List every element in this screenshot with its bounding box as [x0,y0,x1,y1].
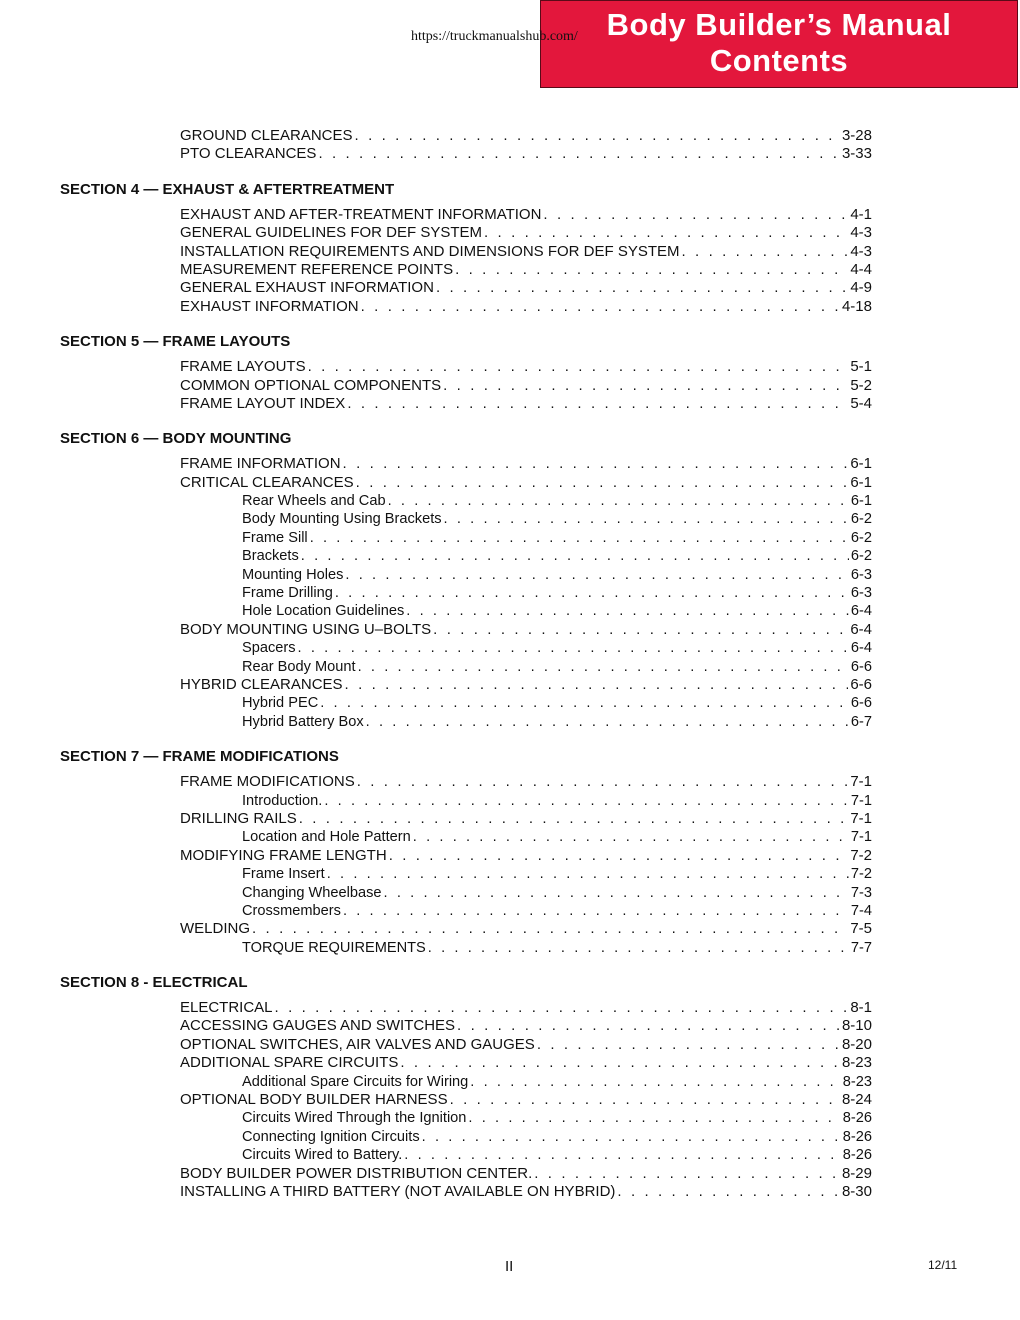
toc-entry-title: OPTIONAL SWITCHES, AIR VALVES AND GAUGES [180,1035,535,1053]
toc-entry-page: 4-18 [841,297,872,315]
dot-leader [450,1091,840,1109]
toc-entry-page: 6-6 [850,675,872,693]
toc-entry-page: 7-1 [850,809,872,827]
toc-entry-page: 8-29 [841,1164,872,1182]
toc-entry-title: INSTALLING A THIRD BATTERY (NOT AVAILABLE ON HYBRID) [180,1182,616,1200]
toc-entry[interactable] [60,999,872,1017]
toc-entry-page: 8-23 [842,1073,872,1090]
toc-entry-page: 6-2 [850,548,872,565]
dot-leader [343,455,849,473]
toc-entry-title: Changing Wheelbase [242,884,382,901]
dot-leader [455,261,848,279]
toc-entry-title: BODY BUILDER POWER DISTRIBUTION CENTER. [180,1164,533,1182]
toc-entry[interactable] [60,566,872,584]
toc-entry[interactable] [60,1128,872,1146]
toc-entry-title: OPTIONAL BODY BUILDER HARNESS [180,1091,448,1109]
dot-leader [404,1146,840,1164]
source-url[interactable]: https://truckmanualshub.com/ [411,29,578,44]
dot-leader [275,999,849,1017]
dot-leader [343,902,849,920]
dot-leader [389,847,849,865]
toc-entry-title: FRAME INFORMATION [180,455,341,473]
toc-entry[interactable] [60,810,872,828]
toc-entry-title: PTO CLEARANCES [180,145,317,163]
toc-entry[interactable] [60,713,872,731]
toc-entry[interactable] [60,828,872,846]
toc-entry-page: 6-1 [850,493,872,510]
toc-entry-title: Frame Insert [242,866,325,883]
title-banner [540,0,1018,88]
toc-entry-title: EXHAUST INFORMATION [180,297,359,315]
toc-entry-page: 5-4 [850,394,872,412]
toc-entry-title: Hybrid PEC [242,695,319,712]
dot-leader [682,243,849,261]
dot-leader [484,224,848,242]
toc-entry-title: MODIFYING FRAME LENGTH [180,846,387,864]
section-heading: SECTION 7 — FRAME MODIFICATIONS [60,748,339,766]
toc-entry-title: Brackets [242,548,299,565]
toc-entry-page: 4-3 [850,242,872,260]
toc-entry[interactable] [60,658,872,676]
toc-entry[interactable] [60,584,872,602]
toc-entry-page: 8-26 [842,1128,872,1145]
toc-entry-title: GENERAL GUIDELINES FOR DEF SYSTEM [180,224,482,242]
dot-leader [444,510,849,528]
dot-leader [537,1036,840,1054]
toc-entry-title: Hole Location Guidelines [242,603,405,620]
dot-leader [388,492,849,510]
toc-entry-title: HYBRID CLEARANCES [180,675,343,693]
dot-leader [443,377,848,395]
toc-entry-title: Additional Spare Circuits for Wiring [242,1073,469,1090]
toc-entry[interactable] [60,206,872,224]
dot-leader [406,602,849,620]
toc-entry-page: 5-2 [850,376,872,394]
toc-entry[interactable] [60,492,872,510]
toc-entry-page: 6-3 [850,585,872,602]
dot-leader [327,865,849,883]
toc-entry-title: Location and Hole Pattern [242,829,411,846]
toc-entry-page: 5-1 [850,358,872,376]
dot-leader [433,621,848,639]
toc-entry-page: 6-3 [850,566,872,583]
section-heading: SECTION 4 — EXHAUST & AFTERTREATMENT [60,180,395,198]
toc-entry-title: Frame Drilling [242,585,333,602]
dot-leader [357,773,849,791]
toc-entry[interactable] [60,939,872,957]
toc-entry-page: 6-4 [850,620,872,638]
dot-leader [355,127,840,145]
toc-entry-page: 8-10 [841,1017,872,1035]
toc-entry[interactable] [60,279,872,297]
toc-entry-page: 7-1 [850,792,872,809]
toc-entry-page: 7-1 [850,829,872,846]
toc-entry[interactable] [60,865,872,883]
toc-entry-title: Body Mounting Using Brackets [242,511,442,528]
revision-date: 12/11 [928,1258,958,1272]
toc-entry-title: EXHAUST AND AFTER-TREATMENT INFORMATION [180,205,542,223]
toc-entry-page: 6-1 [850,455,872,473]
toc-entry-title: GROUND CLEARANCES [180,127,353,144]
toc-entry-title: Introduction. [242,792,323,809]
dot-leader [436,279,848,297]
toc-entry-page: 4-4 [850,260,872,278]
toc-entry-page: 7-5 [850,920,872,938]
section-heading: SECTION 6 — BODY MOUNTING [60,430,292,448]
toc-entry[interactable] [60,1017,872,1035]
toc-entry-title: ACCESSING GAUGES AND SWITCHES [180,1017,456,1035]
dot-leader [358,658,849,676]
dot-leader [366,713,849,731]
toc-entry-page: 8-24 [841,1091,872,1109]
section-heading: SECTION 8 - ELECTRICAL [60,974,248,992]
toc-entry[interactable] [60,395,872,413]
dot-leader [384,884,849,902]
toc-entry-page: 7-3 [850,884,872,901]
dot-leader [356,474,849,492]
toc-entry-page: 6-4 [850,603,872,620]
toc-entry[interactable] [60,224,872,242]
toc-entry-page: 3-28 [841,127,872,144]
dot-leader [320,694,849,712]
toc-entry-page: 6-6 [850,695,872,712]
toc-entry-title: COMMON OPTIONAL COMPONENTS [180,376,442,394]
toc-entry-page: 8-30 [841,1182,872,1200]
toc-entry-title: GENERAL EXHAUST INFORMATION [180,279,434,297]
toc-entry[interactable] [60,847,872,865]
banner-subtitle: Contents [709,43,849,78]
toc-entry-page: 4-1 [850,205,872,223]
dot-leader [468,1109,840,1127]
toc-entry[interactable] [60,243,872,261]
toc-entry[interactable] [60,1165,872,1183]
toc-entry-page: 6-4 [850,640,872,657]
page-number: II [505,1258,514,1275]
toc-entry[interactable] [60,773,872,791]
toc-entry[interactable] [60,902,872,920]
dot-leader [301,547,849,565]
dot-leader [347,395,848,413]
dot-leader [345,566,849,584]
toc-entry-title: Hybrid Battery Box [242,713,364,730]
toc-entry-page: 6-6 [850,658,872,675]
toc-entry[interactable] [60,1054,872,1072]
dot-leader [470,1073,840,1091]
toc-entry[interactable] [60,529,872,547]
toc-entry-title: Frame Sill [242,529,308,546]
toc-entry-title: BODY MOUNTING USING U–BOLTS [180,620,432,638]
toc-entry[interactable] [60,377,872,395]
toc-entry-title: DRILLING RAILS [180,809,297,827]
toc-entry[interactable] [60,298,872,316]
dot-leader [534,1165,840,1183]
toc-entry[interactable] [60,358,872,376]
toc-entry-page: 6-2 [850,529,872,546]
dot-leader [428,939,849,957]
toc-entry-title: ELECTRICAL [180,999,273,1017]
dot-leader [400,1054,840,1072]
dot-leader [457,1017,840,1035]
toc-entry[interactable] [60,145,872,163]
dot-leader [345,676,849,694]
dot-leader [324,792,849,810]
toc-entry[interactable] [60,694,872,712]
toc-entry-page: 6-7 [850,713,872,730]
toc-entry-page: 8-26 [842,1147,872,1164]
toc-entry[interactable] [60,127,872,145]
toc-entry-page: 8-23 [841,1054,872,1072]
toc-entry-title: Spacers [242,640,296,657]
toc-entry[interactable] [60,1091,872,1109]
toc-entry[interactable] [60,602,872,620]
toc-entry-title: FRAME MODIFICATIONS [180,773,355,791]
toc-entry-page: 6-1 [850,473,872,491]
toc-entry[interactable] [60,1073,872,1091]
toc-entry-page: 7-4 [850,902,872,919]
banner-title: Body Builder’s Manual [606,7,952,42]
toc-entry-title: FRAME LAYOUT INDEX [180,394,346,412]
toc-entry-title: WELDING [180,920,251,938]
toc-entry-title: Connecting Ignition Circuits [242,1128,420,1145]
toc-entry[interactable] [60,676,872,694]
dot-leader [361,298,840,316]
toc-entry-title: FRAME LAYOUTS [180,358,306,376]
toc-entry[interactable] [60,884,872,902]
toc-entry-page: 8-26 [842,1110,872,1127]
toc-entry-page: 4-3 [850,224,872,242]
toc-entry-page: 7-2 [850,846,872,864]
toc-entry[interactable] [60,474,872,492]
dot-leader [543,206,848,224]
toc-entry[interactable] [60,639,872,657]
toc-entry-title: Circuits Wired to Battery. [242,1147,403,1164]
toc-entry[interactable] [60,261,872,279]
dot-leader [299,810,849,828]
toc-entry[interactable] [60,455,872,473]
toc-entry-page: 8-20 [841,1035,872,1053]
toc-entry[interactable] [60,1183,872,1201]
dot-leader [310,529,849,547]
toc-entry-title: CRITICAL CLEARANCES [180,473,354,491]
toc-entry-title: Rear Wheels and Cab [242,493,386,510]
table-of-contents [60,127,872,1201]
toc-entry-page: 7-2 [850,866,872,883]
toc-entry-title: TORQUE REQUIREMENTS [242,939,426,956]
dot-leader [252,920,848,938]
section-heading: SECTION 5 — FRAME LAYOUTS [60,333,291,351]
dot-leader [335,584,849,602]
toc-entry[interactable] [60,1036,872,1054]
toc-entry-page: 7-7 [850,939,872,956]
toc-entry-title: Rear Body Mount [242,658,356,675]
dot-leader [298,639,849,657]
toc-entry-page: 8-1 [850,999,872,1017]
toc-entry-page: 7-1 [850,773,872,791]
toc-entry-page: 6-2 [850,511,872,528]
toc-entry[interactable] [60,547,872,565]
toc-entry-title: Circuits Wired Through the Ignition [242,1110,467,1127]
dot-leader [422,1128,841,1146]
toc-entry-title: Crossmembers [242,902,341,919]
toc-entry-title: MEASUREMENT REFERENCE POINTS [180,260,454,278]
toc-entry[interactable] [60,510,872,528]
toc-entry[interactable] [60,792,872,810]
dot-leader [617,1183,840,1201]
toc-entry-page: 4-9 [850,279,872,297]
toc-entry-title: Mounting Holes [242,566,344,583]
dot-leader [413,828,849,846]
dot-leader [308,358,849,376]
toc-entry[interactable] [60,621,872,639]
toc-entry[interactable] [60,1146,872,1164]
toc-entry-title: ADDITIONAL SPARE CIRCUITS [180,1054,399,1072]
dot-leader [318,145,840,163]
toc-entry[interactable] [60,1109,872,1127]
toc-entry-page: 3-33 [841,145,872,163]
toc-entry[interactable] [60,920,872,938]
toc-entry-title: INSTALLATION REQUIREMENTS AND DIMENSIONS FOR DEF SYSTEM [180,242,680,260]
